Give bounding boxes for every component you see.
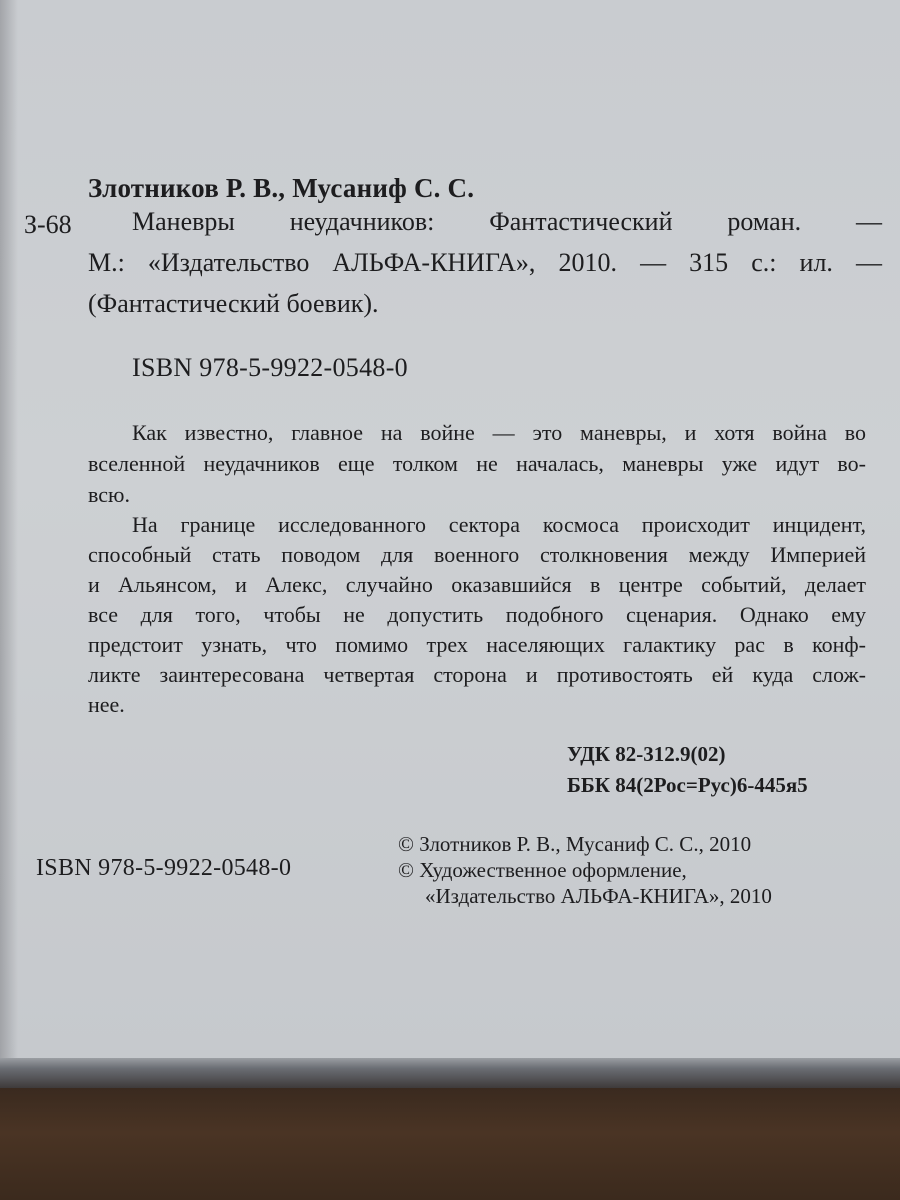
annotation-line: ликте заинтересована четвертая сторона и противостоять ей куда слож- — [88, 662, 866, 687]
annotation-line: нее. — [88, 692, 125, 717]
isbn-main: ISBN 978-5-9922-0548-0 — [132, 353, 408, 382]
authors-heading: Злотников Р. В., Мусаниф С. С. — [88, 173, 475, 203]
annotation-line: и Альянсом, и Алекс, случайно оказавшийся в центре событий, делает — [88, 572, 866, 597]
annotation-line: все для того, чтобы не допустить подобного сценария. Однако ему — [88, 602, 866, 627]
page-shadow — [0, 0, 18, 1058]
annotation-line: вселенной неудачников еще толком не началась, маневры уже идут во- — [88, 451, 866, 476]
annotation-line: всю. — [88, 482, 130, 507]
bbk-code: ББК 84(2Рос=Рус)6-445я5 — [567, 773, 808, 797]
bibliographic-line-2: М.: «Издательство АЛЬФА-КНИГА», 2010. — 315 с.: ил. — — [88, 248, 882, 277]
udk-code: УДК 82-312.9(02) — [567, 742, 726, 766]
bibliographic-line-1: Маневры неудачников: Фантастический роман. — — [132, 207, 882, 236]
page-edge — [0, 1058, 900, 1088]
copyright-line-3: «Издательство АЛЬФА-КНИГА», 2010 — [425, 884, 772, 908]
annotation-line: На границе исследованного сектора космоса происходит инцидент, — [132, 512, 866, 537]
copyright-line-1: © Злотников Р. В., Мусаниф С. С., 2010 — [398, 832, 752, 856]
isbn-bottom: ISBN 978-5-9922-0548-0 — [36, 855, 292, 881]
bibliographic-line-3: (Фантастический боевик). — [88, 289, 379, 318]
annotation-line: предстоит узнать, что помимо трех населяющих галактику рас в конф- — [88, 632, 866, 657]
copyright-line-2: © Художественное оформление, — [398, 858, 687, 882]
table-surface — [0, 1088, 900, 1200]
annotation-line: способный стать поводом для военного столкновения между Империей — [88, 542, 866, 567]
catalog-code: З-68 — [24, 210, 72, 239]
annotation-line: Как известно, главное на войне — это маневры, и хотя война во — [132, 420, 866, 445]
